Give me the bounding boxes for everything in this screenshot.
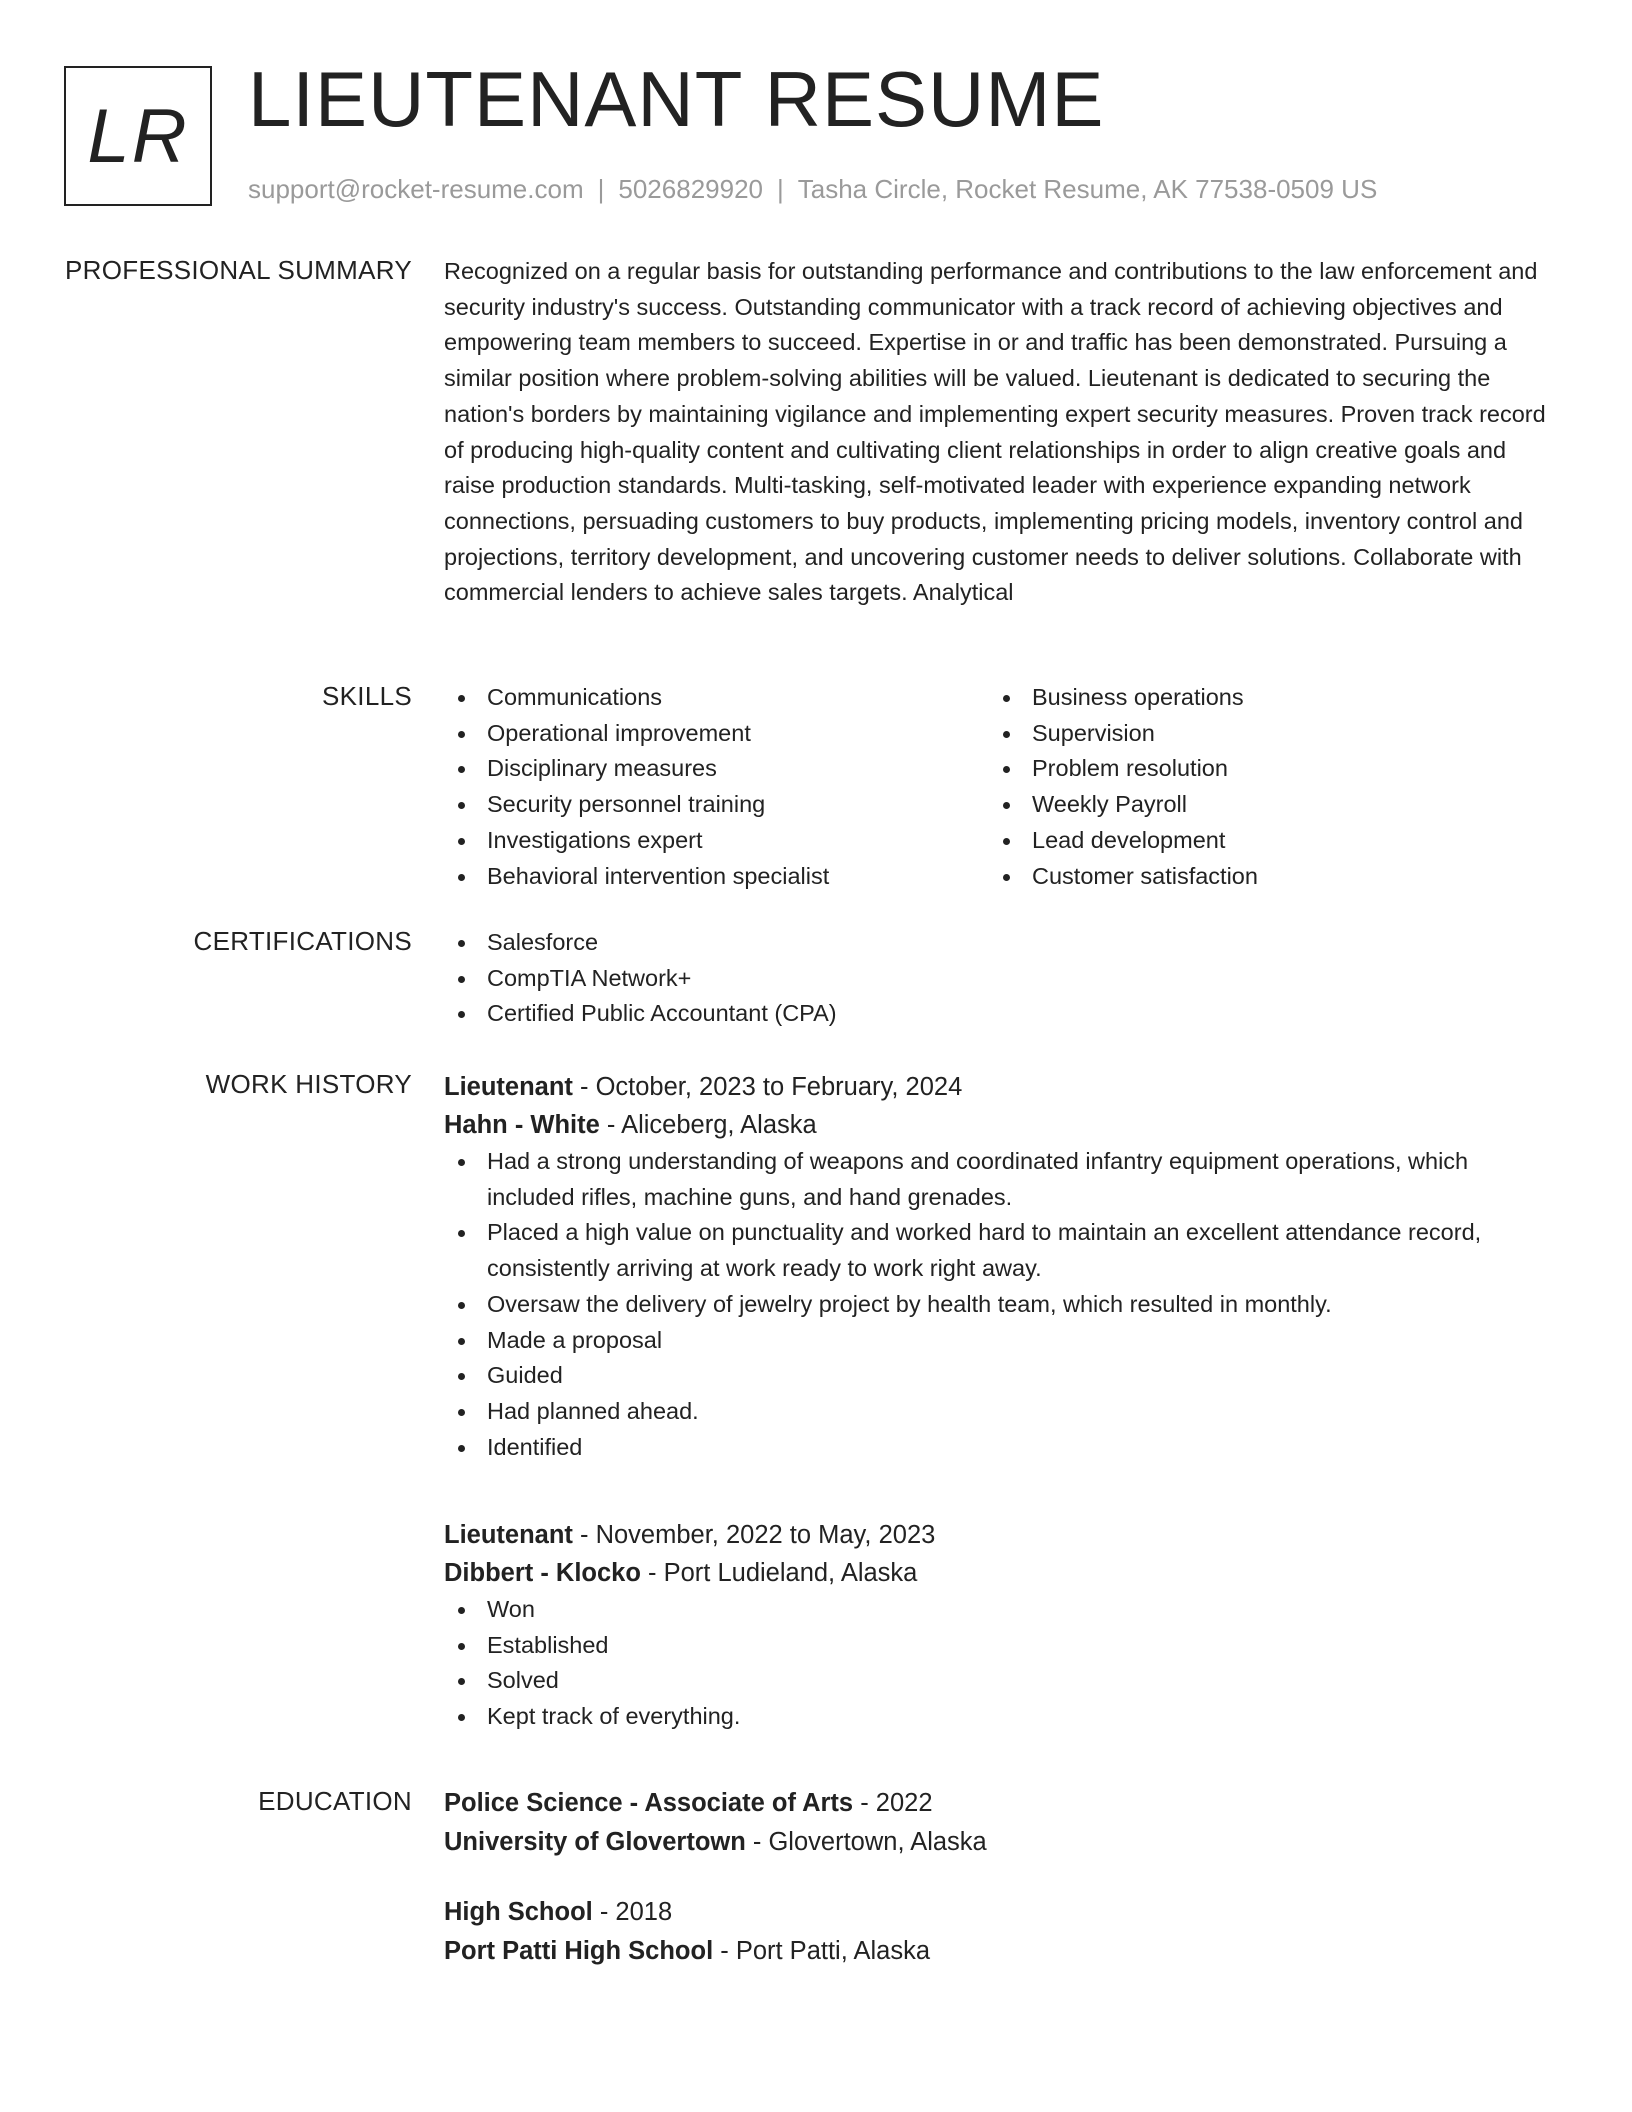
skill-item: Supervision — [989, 716, 1534, 752]
job-company-line — [444, 1554, 1554, 1592]
contact-address: Tasha Circle, Rocket Resume, AK 77538-0509 US — [797, 174, 1378, 204]
job-title: Lieutenant — [444, 1521, 573, 1549]
summary-heading: PROFESSIONAL SUMMARY — [65, 255, 412, 285]
job-duty: Made a proposal — [444, 1323, 1554, 1359]
monogram-initials: LR — [87, 93, 189, 179]
contact-phone: 5026829920 — [618, 174, 763, 204]
skills-section — [444, 680, 1554, 894]
education-degree: Police Science - Associate of Arts — [444, 1789, 854, 1817]
job-location: - Port Ludieland, Alaska — [640, 1559, 918, 1587]
education-school: University of Glovertown — [444, 1828, 746, 1856]
skill-item: Lead development — [989, 823, 1534, 859]
job-title-line — [444, 1068, 1554, 1106]
education-school: Port Patti High School — [444, 1937, 714, 1965]
education-degree: High School — [444, 1898, 593, 1926]
certifications-section — [444, 925, 1554, 1032]
skill-item: Communications — [444, 680, 989, 716]
summary-section — [444, 254, 1554, 611]
contact-email: support@rocket-resume.com — [248, 174, 584, 204]
contact-separator: | — [777, 174, 784, 204]
contact-separator: | — [597, 174, 605, 204]
education-location: - Port Patti, Alaska — [713, 1937, 931, 1965]
certifications-heading: CERTIFICATIONS — [193, 926, 412, 956]
education-year: - 2022 — [853, 1789, 933, 1817]
job-title-line — [444, 1516, 1554, 1554]
skill-item: Security personnel training — [444, 787, 989, 823]
skill-item: Behavioral intervention specialist — [444, 859, 989, 895]
job-duty: Placed a high value on punctuality and worked hard to maintain an excellent attendance record, consistently arriving at work ready to work right away. — [444, 1215, 1554, 1286]
education-entry — [444, 1784, 1554, 1862]
education-degree-line — [444, 1784, 1554, 1823]
certifications-list — [444, 925, 1554, 1032]
candidate-name: LIEUTENANT RESUME — [248, 55, 1105, 143]
skills-list-left — [444, 680, 989, 894]
skill-item: Problem resolution — [989, 751, 1534, 787]
job-duty: Kept track of everything. — [444, 1699, 1554, 1735]
certification-item: CompTIA Network+ — [444, 961, 1554, 997]
education-year: - 2018 — [592, 1898, 673, 1926]
job-duty: Established — [444, 1628, 1554, 1664]
job-title: Lieutenant — [444, 1073, 573, 1101]
education-school-line — [444, 1823, 1554, 1862]
skills-heading: SKILLS — [322, 681, 412, 711]
job-duties-list — [444, 1144, 1554, 1465]
education-school-line — [444, 1932, 1554, 1971]
work-history-heading: WORK HISTORY — [205, 1069, 412, 1099]
job-company-line — [444, 1106, 1554, 1144]
skills-list-right — [989, 680, 1534, 894]
job-duty: Identified — [444, 1430, 1554, 1466]
education-entry — [444, 1893, 1554, 1971]
job-duties-list — [444, 1592, 1554, 1735]
job-duty: Guided — [444, 1358, 1554, 1394]
education-location: - Glovertown, Alaska — [745, 1828, 987, 1856]
job-duty: Won — [444, 1592, 1554, 1628]
certification-item: Certified Public Accountant (CPA) — [444, 996, 1554, 1032]
job-duty: Had planned ahead. — [444, 1394, 1554, 1430]
job-location: - Aliceberg, Alaska — [599, 1111, 817, 1139]
job-dates: - November, 2022 to May, 2023 — [572, 1521, 936, 1549]
certification-item: Salesforce — [444, 925, 1554, 961]
skill-item: Weekly Payroll — [989, 787, 1534, 823]
job-entry — [444, 1516, 1554, 1735]
job-duty: Had a strong understanding of weapons and coordinated infantry equipment operations, which included rifles, machine guns, and hand grenades. — [444, 1144, 1554, 1215]
job-duty: Solved — [444, 1663, 1554, 1699]
skill-item: Investigations expert — [444, 823, 989, 859]
summary-text: Recognized on a regular basis for outstanding performance and contributions to the law enforcement and security industry's success. Outstanding communicator with a track record of achieving objectives and empowering team members to succeed. Expertise in or and traffic has been demonstrated. Pursuing a similar position where problem-solving abilities will be valued. Lieutenant is dedicated to securing the nation's borders by maintaining vigilance and implementing expert security measures. Proven track record of producing high-quality content and cultivating client relationships in order to align creative goals and raise production standards. Multi-tasking, self-motivated leader with experience expanding network connections, persuading customers to buy products, implementing pricing models, inventory control and projections, territory development, and uncovering customer needs to deliver solutions. Collaborate with commercial lenders to achieve sales targets. Analytical — [444, 258, 1546, 606]
skill-item: Business operations — [989, 680, 1534, 716]
job-duty: Oversaw the delivery of jewelry project by health team, which resulted in monthly. — [444, 1287, 1554, 1323]
contact-line — [248, 174, 1377, 205]
job-company: Dibbert - Klocko — [444, 1559, 641, 1587]
job-company: Hahn - White — [444, 1111, 600, 1139]
job-entry — [444, 1068, 1554, 1465]
skill-item: Customer satisfaction — [989, 859, 1534, 895]
skill-item: Disciplinary measures — [444, 751, 989, 787]
skill-item: Operational improvement — [444, 716, 989, 752]
job-dates: - October, 2023 to February, 2024 — [572, 1073, 963, 1101]
monogram-logo — [64, 66, 212, 206]
education-degree-line — [444, 1893, 1554, 1932]
education-heading: EDUCATION — [258, 1786, 412, 1816]
